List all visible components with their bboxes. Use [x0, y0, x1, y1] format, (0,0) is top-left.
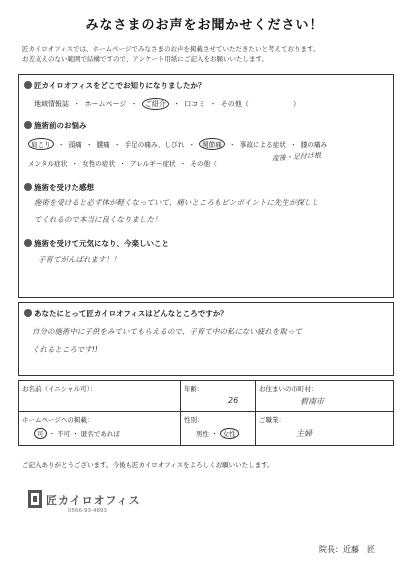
- logo: [28, 486, 148, 520]
- q1-option[interactable]: ホームページ: [84, 100, 127, 108]
- q1-label: [24, 80, 205, 91]
- job-value[interactable]: 主婦: [296, 429, 312, 438]
- q2-options-row-2: [28, 158, 219, 168]
- q2-handwritten-other: 産後・足付け根: [271, 151, 322, 163]
- q1-option[interactable]: その他（: [220, 100, 249, 108]
- age-value[interactable]: 26: [228, 396, 239, 405]
- separator: ・: [113, 141, 121, 149]
- separator: ・: [188, 141, 196, 149]
- separator: ・: [48, 430, 56, 438]
- bullet-icon: [24, 309, 32, 317]
- director-signature: 院長：近藤 匠: [319, 545, 375, 554]
- q1-text: 匠カイロオフィスをどこでお知りになりましたか？: [34, 81, 206, 90]
- q2-option[interactable]: 女性の症状: [82, 160, 116, 168]
- job-label: ご職業：: [259, 416, 285, 424]
- hp-label: ホームページへの掲載：: [22, 416, 94, 424]
- separator: ・: [57, 141, 65, 149]
- separator: ・: [211, 430, 218, 438]
- separator: ・: [130, 100, 138, 108]
- age-label: 年齢：: [184, 385, 204, 393]
- q3-label: [24, 182, 94, 193]
- paren-close: ）: [292, 100, 300, 108]
- q2-options-row-1: [28, 138, 329, 150]
- logo-phone: 0566-93-4893: [68, 508, 107, 514]
- q1-option[interactable]: 地域情報誌: [34, 100, 69, 108]
- q4-answer: 子育てがんばれます！！: [38, 255, 121, 264]
- q1-option[interactable]: 口コミ: [184, 100, 206, 108]
- logo-text: 匠カイロオフィス: [46, 494, 141, 507]
- intro-line-2: お差支えのない範囲で結構ですので、アンケート用紙にご記入をお願いいたします。: [22, 55, 268, 63]
- page-title: みなさまのお声をお聞かせください！: [85, 18, 324, 33]
- separator: ・: [229, 141, 236, 149]
- q2-option[interactable]: アレルギー症状: [129, 160, 176, 168]
- q2-option[interactable]: メンタル症状: [28, 160, 68, 168]
- hp-option[interactable]: 匿名であれば: [80, 430, 120, 438]
- bullet-icon: [24, 183, 32, 191]
- hp-option[interactable]: 不可: [57, 430, 71, 438]
- q2-option[interactable]: 事故による症状: [239, 141, 286, 149]
- q1-option-selected[interactable]: ご紹介: [142, 98, 169, 110]
- bullet-icon: [24, 239, 32, 247]
- q5-label: [24, 308, 228, 319]
- hp-options: [34, 428, 120, 439]
- q5-text: あなたにとって匠カイロオフィスはどんなところですか？: [34, 309, 228, 318]
- q5-answer-line-2: くれるところです!!: [32, 345, 98, 354]
- bullet-icon: [24, 81, 32, 89]
- separator: ・: [85, 141, 93, 149]
- q2-label: [24, 120, 87, 131]
- q2-option-selected[interactable]: 肩こり: [28, 138, 54, 150]
- q2-option[interactable]: 腰痛: [96, 141, 110, 149]
- separator: ・: [173, 100, 181, 108]
- q2-option[interactable]: 頭痛: [68, 141, 82, 149]
- bullet-icon: [24, 121, 32, 129]
- q2-option[interactable]: 手足の痛み、しびれ: [124, 141, 185, 149]
- city-value[interactable]: 碧南市: [300, 397, 324, 406]
- gender-options: [196, 428, 239, 439]
- name-label: お名前（イニシャル可）：: [22, 385, 97, 393]
- q2-option[interactable]: 膝の痛み: [300, 141, 328, 149]
- q2-option-selected[interactable]: 関節痛: [199, 138, 225, 150]
- q2-option[interactable]: その他（: [190, 160, 217, 168]
- gender-option[interactable]: 男性: [196, 430, 209, 438]
- intro-text: [22, 44, 392, 64]
- gender-option-selected[interactable]: 女性: [220, 428, 239, 439]
- intro-line-1: 匠カイロオフィスでは、ホームページでみなさまのお声を掲載させていただきたいと考えております。: [22, 45, 320, 53]
- q2-text: 施術前のお悩み: [34, 121, 87, 130]
- separator: ・: [209, 100, 217, 108]
- separator: ・: [290, 141, 297, 149]
- thanks-note: ご記入ありがとうございます。今後も匠カイロオフィスをよろしくお願いいたします。: [22, 461, 274, 469]
- separator: ・: [72, 430, 79, 438]
- separator: ・: [71, 160, 79, 168]
- separator: ・: [119, 160, 126, 168]
- separator: ・: [73, 100, 81, 108]
- q3-answer-line-1: 施術を受けると必ず体が軽くなっていて、痛いところもピンポイントに先生が探しし: [34, 198, 319, 207]
- q3-answer-line-2: てくれるので本当に良くなりました！: [34, 215, 162, 224]
- q4-label: [24, 238, 169, 249]
- q5-answer-line-1: 自分の施術中に子供をみていてもらえるので、子育て中の私にない疲れを取って: [32, 327, 302, 336]
- city-label: お住まいの市町村：: [259, 385, 318, 393]
- form-divider-h: [18, 411, 394, 412]
- q4-text: 施術を受けて元気になり、今楽しいこと: [34, 239, 169, 248]
- q1-options: [34, 98, 302, 110]
- separator: ・: [179, 160, 187, 168]
- hp-option-selected[interactable]: 可: [34, 428, 47, 439]
- form-divider-v2: [255, 380, 256, 445]
- q3-text: 施術を受けた感想: [34, 183, 94, 192]
- gender-label: 性別：: [184, 416, 204, 424]
- form-divider-v1: [180, 380, 181, 445]
